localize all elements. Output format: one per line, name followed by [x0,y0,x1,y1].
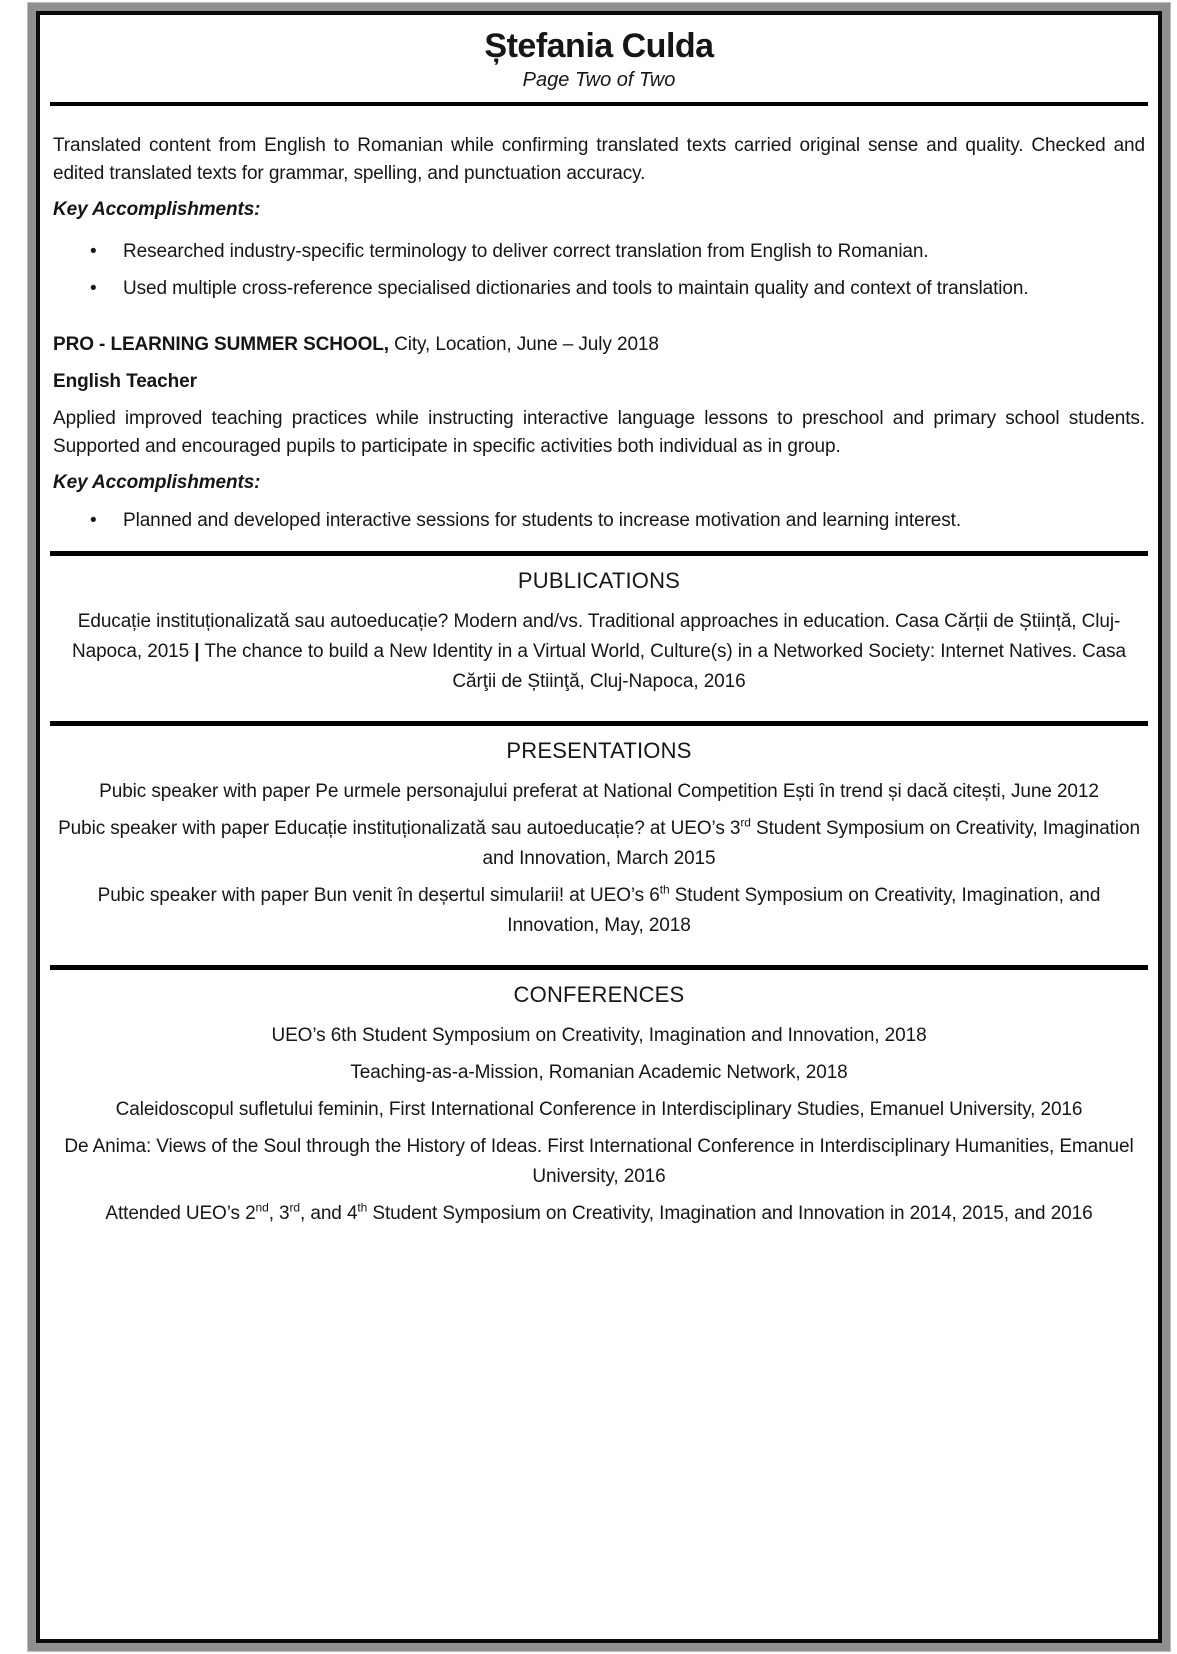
presentations-section [53,738,1145,941]
publications-section [53,568,1145,697]
role1-summary: Translated content from English to Romanian while confirming translated texts carried original sense and quality. Checked and edited translated texts for grammar, spelling, and punctuation accuracy. [53,135,1145,184]
bullet-text: Used multiple cross-reference specialised dictionaries and tools to maintain quality and context of translation. [123,278,1029,299]
role2-key-accomplishments-label: Key Accomplishments: [53,472,261,493]
role1-bullet-list [53,238,1145,303]
conference-entry: Caleidoscopul sufletului feminin, First International Conference in Interdisciplinary Studies, Emanuel University, 2016 [115,1099,1083,1120]
role2-job-title: English Teacher [53,371,197,392]
role2-bullet-list [53,507,1145,535]
experience-continuation-section [53,132,1145,535]
presentation-entry: Pubic speaker with paper Pe urmele personajului preferat at National Competition Ești în trend și dacă citești, June 2012 [99,781,1099,802]
publications-body [53,607,1145,697]
conferences-divider [50,965,1148,970]
publications-heading: PUBLICATIONS [517,568,681,593]
header-rule [50,102,1148,106]
conference-entry: UEO’s 6th Student Symposium on Creativity, Imagination and Innovation, 2018 [271,1025,927,1046]
bullet-item [123,275,1145,303]
presentation-entry: Pubic speaker with paper Educație instituționalizată sau autoeducație? at UEO’s 3rd Student Symposium on Creativity, Imagination and Innovation, March 2015 [58,815,1140,869]
publications-divider [50,551,1148,556]
conference-entry: Teaching-as-a-Mission, Romanian Academic Network, 2018 [350,1062,848,1083]
document-header [53,28,1145,92]
role2-summary: Applied improved teaching practices while instructing interactive language lessons to preschool and primary school students. Supported and encouraged pupils to participate in specific activities both individual as in group. [53,408,1145,457]
presentations-divider [50,721,1148,726]
role2-employer-line [53,331,1145,359]
presentation-entry: Pubic speaker with paper Bun venit în deșertul simularii! at UEO’s 6th Student Symposium on Creativity, Imagination, and Innovation, May, 2018 [97,882,1101,936]
role2-location-dates: City, Location, June – July 2018 [394,334,659,355]
conferences-heading: CONFERENCES [513,982,685,1007]
publications-entry: Educație instituționalizată sau autoeducație? Modern and/vs. Traditional approaches in education. Casa Cărții de Știință, Cluj-Napoca, 2015 | The chance to build a New Identity in a Virtual World, Culture(s) in a Networked Society: Internet Natives. Casa Cărţii de Știinţă, Cluj-Napoca, 2016 [72,611,1126,692]
conferences-body [53,1021,1145,1229]
presentations-heading: PRESENTATIONS [506,738,692,763]
presentations-body [53,777,1145,941]
role2-employer-name: PRO - LEARNING SUMMER SCHOOL, [53,334,389,355]
bullet-item [123,238,1145,266]
bullet-item [123,507,1145,535]
conference-entry: De Anima: Views of the Soul through the History of Ideas. First International Conference in Interdisciplinary Humanities, Emanuel University, 2016 [64,1136,1134,1187]
bullet-text: Researched industry-specific terminology to deliver correct translation from English to Romanian. [123,241,929,262]
conference-entry: Attended UEO’s 2nd, 3rd, and 4th Student Symposium on Creativity, Imagination and Innovation in 2014, 2015, and 2016 [105,1200,1093,1224]
page-number-subtitle: Page Two of Two [522,69,676,91]
role1-key-accomplishments-label: Key Accomplishments: [53,199,261,220]
page-shadow-frame [28,3,1170,1651]
conferences-section [53,982,1145,1229]
bullet-text: Planned and developed interactive sessions for students to increase motivation and learning interest. [123,510,962,531]
resume-page [36,11,1162,1643]
page-title: Ștefania Culda [484,27,714,65]
